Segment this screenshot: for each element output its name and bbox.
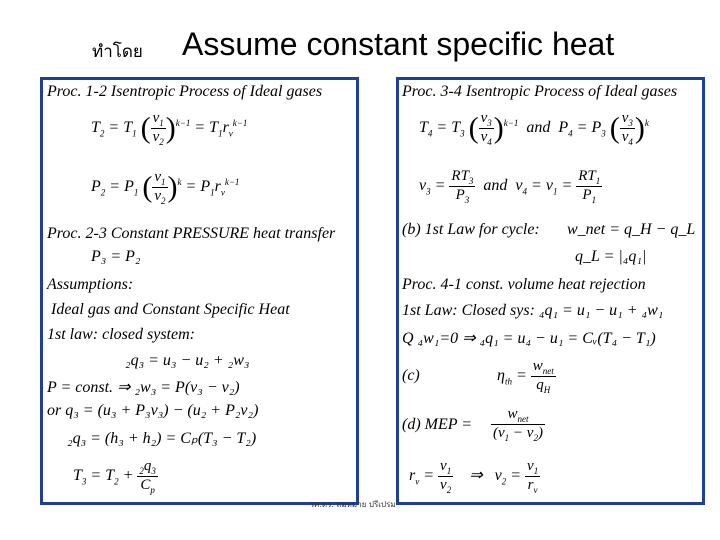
wnet-equation: w_net = q_H − q_L	[567, 221, 696, 238]
mep-equation: $\frac{w_{net}}{(v_1 - v_2)}$	[493, 406, 543, 443]
p-const-equation: P = const. ⇒ ₂w₃ = P(v₃ − v₂)	[47, 379, 240, 396]
v3-v4-equation: $v_3$ = $\frac{RT_3}{P_3}$ and $v_4 = v_1$ = $\frac{RT_1}{P_1}$	[419, 168, 601, 205]
ql-equation: q_L = |₄q₁|	[575, 248, 647, 265]
page-title: Assume constant specific heat	[182, 26, 615, 62]
rv-equation: $r_v$ = $\frac{v_1}{v_2}$ ⇒ $v_2$ = $\frac{v_1}{r_v}$	[409, 458, 539, 495]
first-law-label: 1st law: closed system:	[47, 326, 195, 343]
left-panel	[40, 77, 359, 505]
enthalpy-equation: ₂q₃ = (h₃ + h₂) = Cₚ(T₃ − T₂)	[67, 430, 257, 447]
ideal-gas-label: Ideal gas and Constant Specific Heat	[51, 301, 290, 318]
closed-system-equation: 1st Law: Closed sys: ₄q₁ = u₁ − u₁ + ₄w₁	[402, 302, 664, 319]
p2-equation: $P_2 = P_1$ ( $\frac{v_1}{v_2}$ )$^k = P_1r_v^{k-1}$	[91, 169, 240, 206]
p3-equation: P₃ = P₂	[91, 248, 141, 265]
efficiency-equation: $\eta_{th}$ = $\frac{w_{net}}{q_H}$	[497, 358, 554, 395]
proc12-heading: Proc. 1-2 Isentropic Process of Ideal gases	[47, 83, 323, 100]
d-label: (d) MEP =	[402, 416, 473, 433]
t3-equation: $T_3 = T_2$ + $\frac{_2q_3}{C_p}$	[73, 458, 156, 495]
q41-equation: Q ₄w₁=0 ⇒ ₄q₁ = u₄ − u₁ = Cᵥ(T₄ − T₁)	[402, 330, 656, 347]
t2-equation: $T_2 = T_1$ ( $\frac{v_1}{v_2}$ )$^{k-1} = T_1r_v^{k-1}$	[91, 110, 248, 147]
cycle-law-label: (b) 1st Law for cycle:	[402, 221, 540, 238]
author-footer: รศ.ดร. สมหมาย ปรีเปรม	[310, 500, 396, 509]
proc34-heading: Proc. 3-4 Isentropic Process of Ideal gases	[402, 83, 678, 100]
assumptions-label: Assumptions:	[47, 276, 134, 293]
thai-title: ทำโดย	[92, 42, 143, 62]
proc41-heading: Proc. 4-1 const. volume heat rejection	[402, 276, 646, 293]
q23-equation: ₂q₃ = u₃ − u₂ + ₂w₃	[125, 352, 250, 369]
or-equation: or q₃ = (u₃ + P₃v₃) − (u₂ + P₂v₂)	[47, 402, 259, 419]
c-label: (c)	[402, 367, 420, 384]
proc23-heading: Proc. 2-3 Constant PRESSURE heat transfer	[47, 225, 336, 242]
t4-p4-equation: $T_4 = T_3$ ( $\frac{v_3}{v_4}$ )$^{k-1}$ and $P_4 = P_3$ ( $\frac{v_3}{v_4}$ )$^k$	[419, 110, 649, 147]
right-panel	[396, 77, 705, 505]
